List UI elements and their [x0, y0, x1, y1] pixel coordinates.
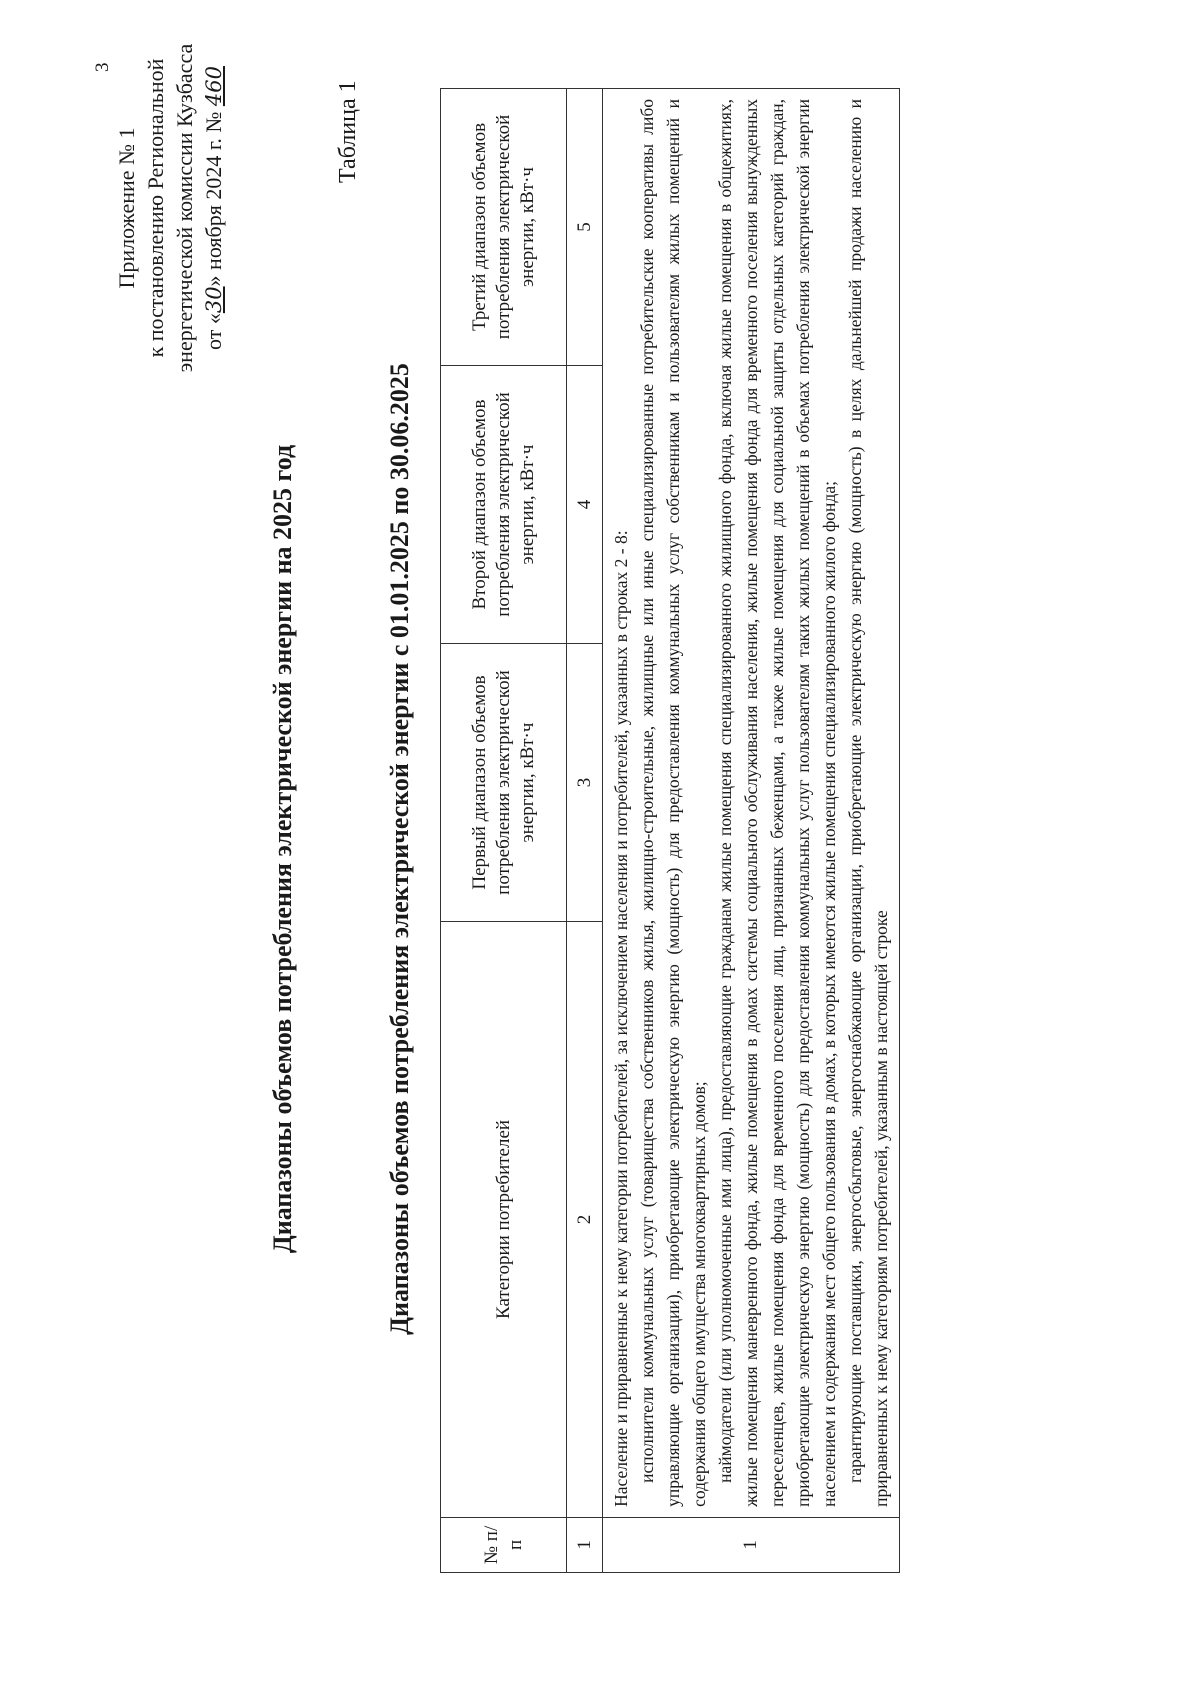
- appendix-date-line: [199, 43, 229, 373]
- appendix-line-2: к постановлению Региональной: [143, 58, 168, 358]
- appendix-block: [112, 43, 229, 373]
- handwritten-number: 460: [202, 66, 226, 107]
- header-category: Категории потребителей: [441, 922, 567, 1518]
- date-prefix: от «: [201, 313, 226, 350]
- column-number-row: [567, 89, 603, 1573]
- row-number: 1: [603, 1517, 900, 1572]
- header-second-range: Второй диапазон объемов потребления электрической энергии, кВт·ч: [441, 365, 567, 643]
- appendix-line-3: энергетической комиссии Кузбасса: [172, 43, 197, 373]
- column-number: 2: [567, 922, 603, 1518]
- table-header-row: [441, 89, 567, 1573]
- header-third-range: Третий диапазон объемов потребления электрической энергии, кВт·ч: [441, 89, 567, 366]
- row-paragraph: гарантирующие поставщики, энергосбытовые, энергоснабжающие организации, приобретающие электрическую энергию (мощность) в целях дальнейшей продажи населению и приравненных к нему категориям потребителей, указанным в настоящей строке: [845, 99, 891, 1507]
- main-title: Диапазоны объемов потребления электрической энергии на 2025 год: [268, 444, 297, 1254]
- table-label: Таблица 1: [335, 80, 361, 183]
- table-row: [603, 89, 900, 1573]
- appendix-line-1: Приложение № 1: [114, 127, 139, 289]
- row-paragraph: исполнители коммунальных услуг (товарищества собственников жилья, жилищно-строительные, жилищные или иные специализированные потребительские кооперативы либо управляющие организации), приобретающие электрическую энергию (мощность) для предоставления коммунальных услуг собственникам и пользователям жилых помещений и содержания общего имущества многоквартирных домов;: [637, 99, 709, 1507]
- header-first-range: Первый диапазон объемов потребления электрической энергии, кВт·ч: [441, 644, 567, 922]
- handwritten-day: 30: [202, 286, 226, 314]
- date-middle: » ноября 2024 г. №: [201, 111, 226, 287]
- row-paragraph: наймодатели (или уполномоченные ими лица), предоставляющие гражданам жилые помещения специализированного жилищного фонда, включая жилые помещения в общежитиях, жилые помещения маневренного фонда, жилые помещения в домах системы социального обслуживания населения, жилые помещения фонда для временного поселения вынужденных переселенцев, жилые помещения фонда для временного поселения лиц, признанных беженцами, а также жилые помещения для социальной защиты отдельных категорий граждан, приобретающие электрическую энергию (мощность) для предоставления коммунальных услуг пользователям таких жилых помещений в объемах потребления электрической энергии населением и содержания мест общего пользования в домах, в которых имеются жилые помещения специализированного жилого фонда;: [715, 99, 839, 1507]
- consumption-table: [440, 88, 900, 1573]
- sub-title: Диапазоны объемов потребления электрической энергии с 01.01.2025 по 30.06.2025: [385, 363, 414, 1335]
- row-description: [603, 89, 900, 1518]
- column-number: 1: [567, 1517, 603, 1572]
- column-number: 3: [567, 644, 603, 922]
- row-paragraph: Население и приравненные к нему категории потребителей, за исключением населения и потребителей, указанных в строках 2 - 8:: [611, 530, 631, 1507]
- column-number: 5: [567, 89, 603, 366]
- column-number: 4: [567, 365, 603, 643]
- header-number: № п/п: [441, 1517, 567, 1572]
- page-number: 3: [92, 62, 113, 72]
